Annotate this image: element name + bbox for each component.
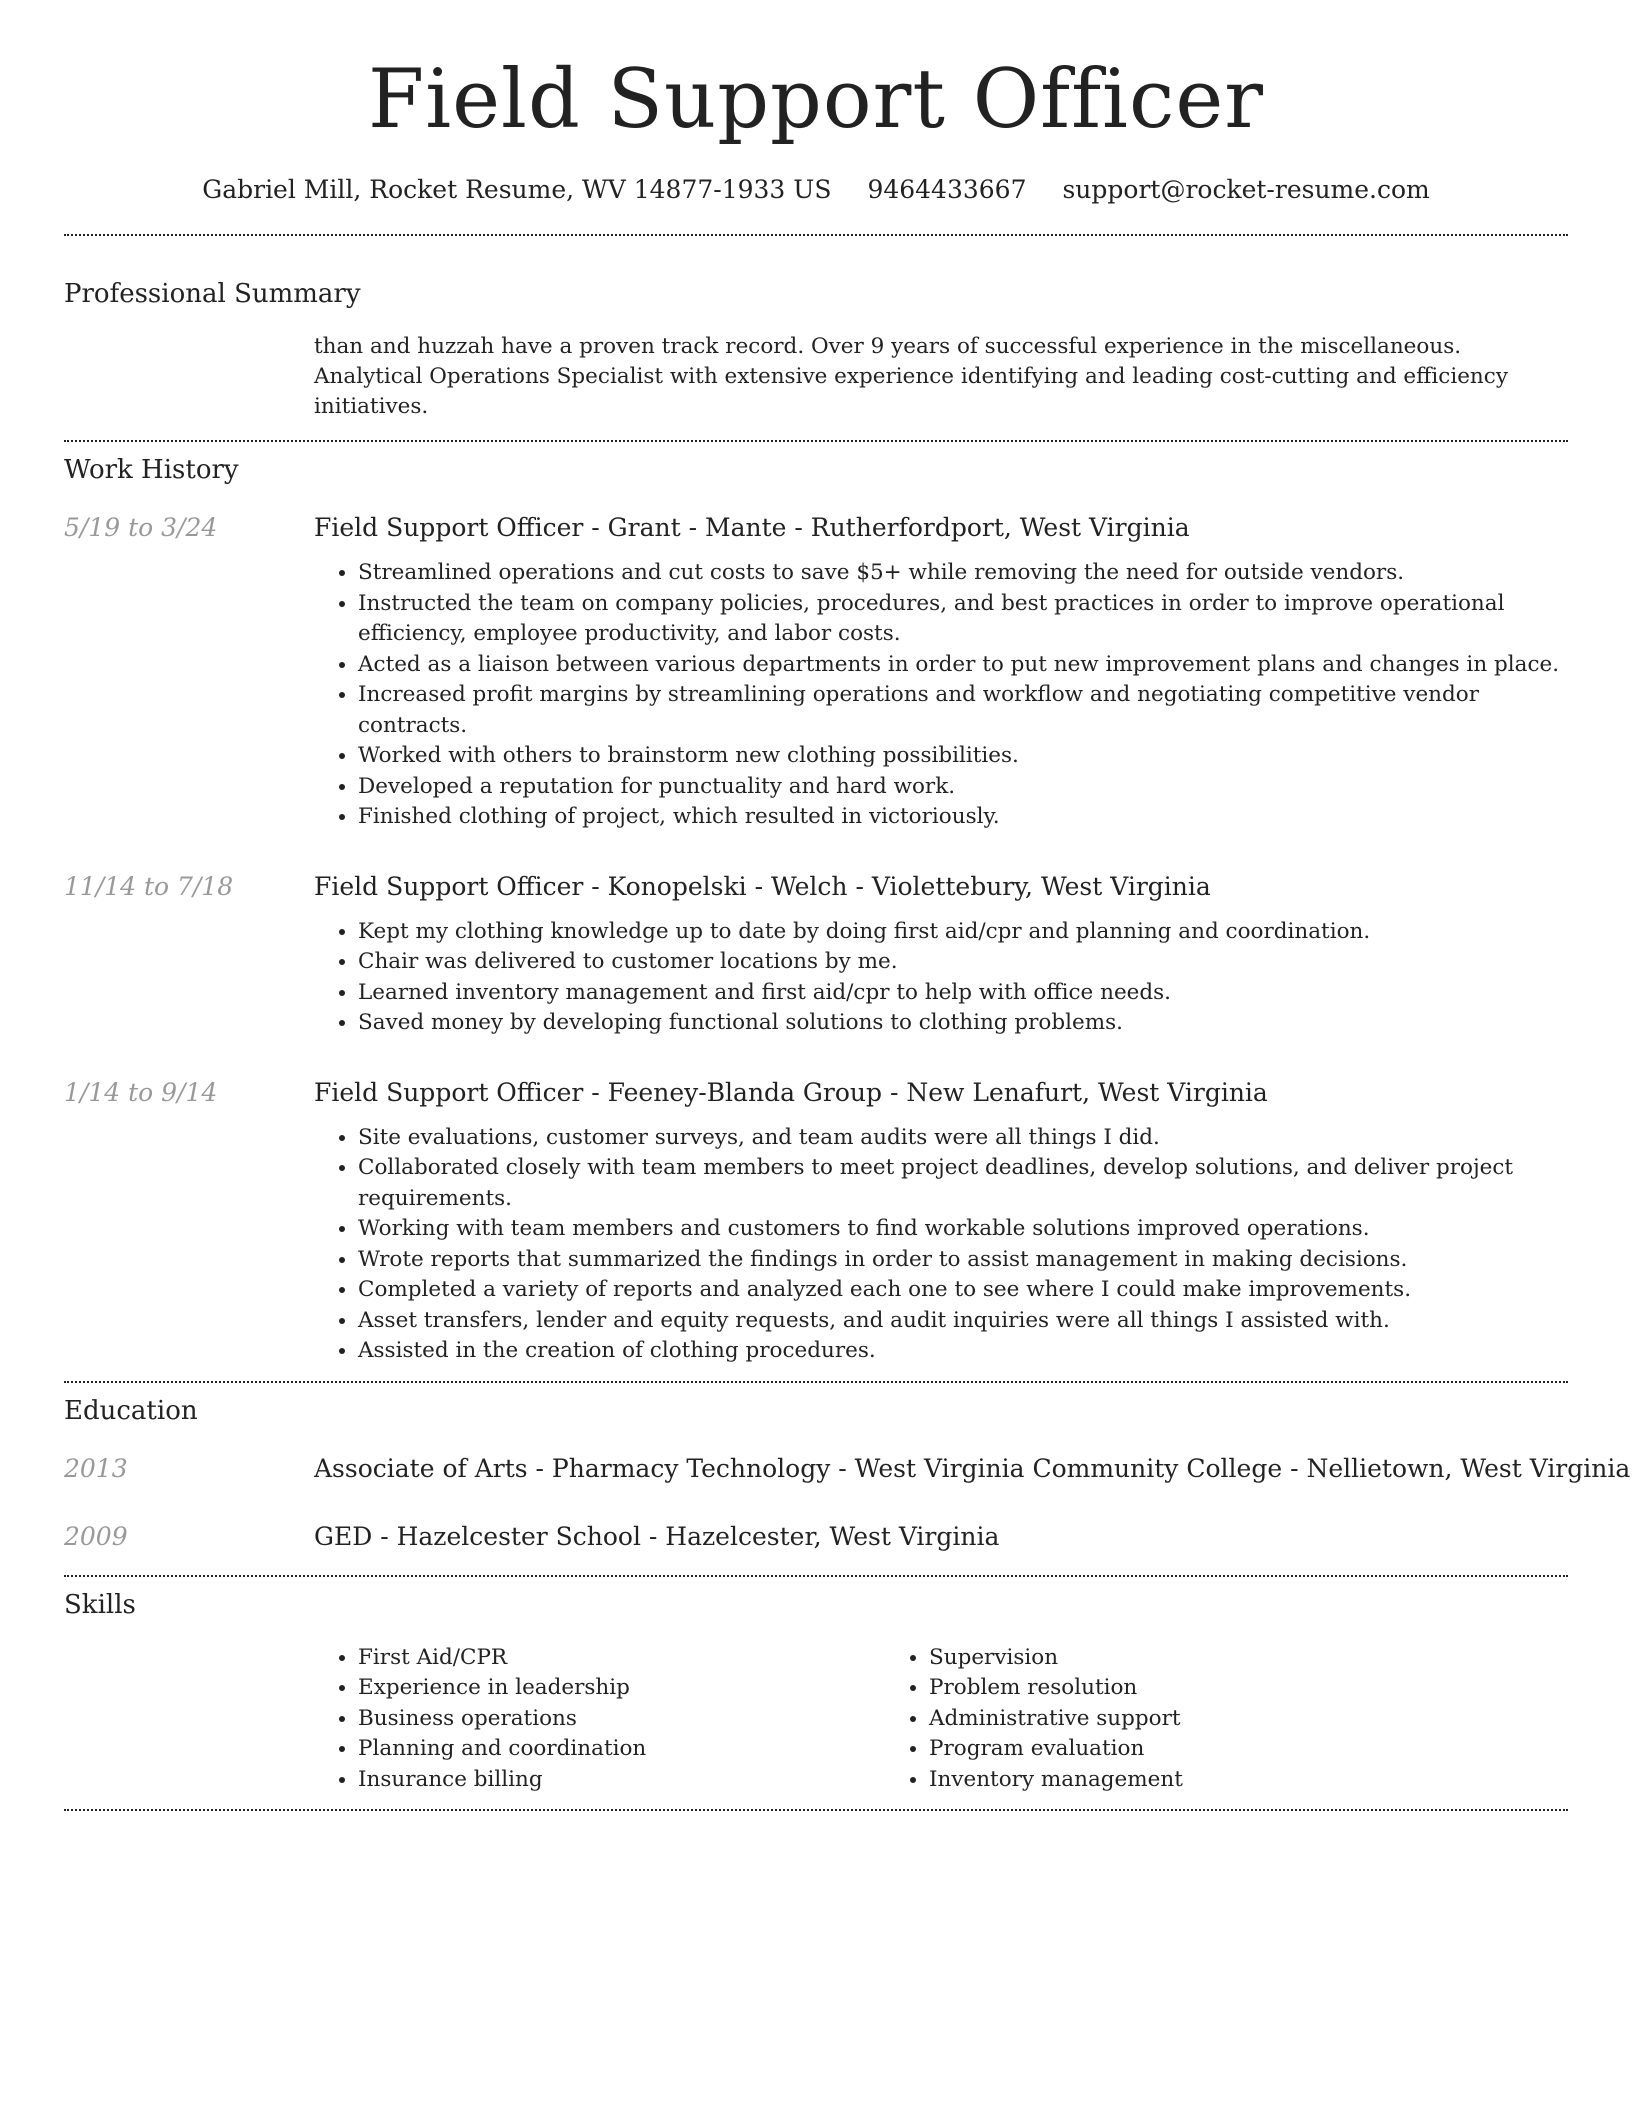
job-dates: 11/14 to 7/18 [64,871,234,901]
job-entry [64,510,1568,833]
education-entry [64,1451,1631,1487]
divider [64,1809,1568,1811]
list-item: • Developed a reputation for punctuality and hard work. [358,772,1568,803]
skill-item: • Problem resolution [929,1673,1456,1704]
summary-section [64,236,1568,422]
job-title: Field Support Officer - Grant - Mante - Rutherfordport, West Virginia [314,513,1190,542]
skill-item: • First Aid/CPR [358,1643,885,1674]
work-history-title: Work History [64,455,239,485]
education-year: 2013 [64,1453,128,1483]
job-dates: 5/19 to 3/24 [64,513,218,542]
skill-item: • Insurance billing [358,1765,885,1796]
list-item: • Asset transfers, lender and equity requests, and audit inquiries were all things I assisted with. [358,1306,1568,1337]
list-item: • Worked with others to brainstorm new clothing possibilities. [358,741,1568,772]
skill-item: • Experience in leadership [358,1673,885,1704]
list-item: • Chair was delivered to customer locations by me. [358,947,1568,978]
list-item: • Increased profit margins by streamlining operations and workflow and negotiating competitive vendor contracts. [358,680,1568,741]
job-title: Field Support Officer - Feeney-Blanda Group - New Lenafurt, West Virginia [314,1077,1268,1107]
list-item: • Streamlined operations and cut costs to save $5+ while removing the need for outside vendors. [358,558,1568,589]
contact-line [64,170,1568,210]
skills-list-right [885,1643,1456,1796]
skill-item: • Planning and coordination [358,1734,885,1765]
list-item: • Completed a variety of reports and analyzed each one to see where I could make improvements. [358,1275,1568,1306]
job-entry [64,869,1568,1039]
contact-email: support@rocket-resume.com [1062,175,1430,204]
resume-page [64,0,1631,1811]
skill-item: • Administrative support [929,1704,1456,1735]
skill-item: • Supervision [929,1643,1456,1674]
skills-section [64,1577,1568,1796]
skill-item: • Inventory management [929,1765,1456,1796]
job-bullets [314,1123,1568,1367]
job-bullets [314,917,1568,1039]
contact-address: Gabriel Mill, Rocket Resume, WV 14877-1933 US [202,175,832,204]
work-history-section [64,442,1568,1367]
list-item: • Wrote reports that summarized the findings in order to assist management in making decisions. [358,1245,1568,1276]
resume-header [64,0,1568,210]
education-year: 2009 [64,1521,128,1551]
list-item: • Acted as a liaison between various departments in order to put new improvement plans and changes in place. [358,650,1568,681]
list-item: • Instructed the team on company policies, procedures, and best practices in order to improve operational efficiency, employee productivity, and labor costs. [358,589,1568,650]
skill-item: • Program evaluation [929,1734,1456,1765]
education-title-text: GED - Hazelcester School - Hazelcester, West Virginia [314,1521,1000,1551]
job-dates: 1/14 to 9/14 [64,1077,218,1107]
list-item: • Saved money by developing functional solutions to clothing problems. [358,1008,1568,1039]
skills-list-left [314,1643,885,1796]
list-item: • Collaborated closely with team members to meet project deadlines, develop solutions, and deliver project requirements. [358,1153,1568,1214]
list-item: • Assisted in the creation of clothing procedures. [358,1336,1568,1367]
list-item: • Learned inventory management and first aid/cpr to help with office needs. [358,978,1568,1009]
list-item: • Finished clothing of project, which resulted in victoriously. [358,802,1568,833]
job-title: Field Support Officer - Konopelski - Welch - Violettebury, West Virginia [314,871,1211,901]
job-bullets [314,558,1568,833]
skills-title: Skills [64,1589,136,1620]
list-item: • Site evaluations, customer surveys, and team audits were all things I did. [358,1123,1568,1154]
education-entry [64,1519,1568,1555]
job-entry [64,1075,1568,1367]
summary-title: Professional Summary [64,279,361,309]
education-title: Education [64,1395,198,1426]
skills-grid [314,1643,1568,1796]
education-title-text: Associate of Arts - Pharmacy Technology - West Virginia Community College - Nellietown, West Virginia [314,1453,1631,1483]
list-item: • Working with team members and customers to find workable solutions improved operations. [358,1214,1568,1245]
education-section [64,1383,1631,1555]
contact-phone: 9464433667 [867,175,1027,204]
resume-name: Field Support Officer [368,53,1264,147]
skill-item: • Business operations [358,1704,885,1735]
summary-text: than and huzzah have a proven track record. Over 9 years of successful experience in the miscellaneous. Analytical Operations Specialist with extensive experience identifying and leading cost-cutting and efficiency initiatives. [314,334,1508,419]
list-item: • Kept my clothing knowledge up to date by doing first aid/cpr and planning and coordination. [358,917,1568,948]
